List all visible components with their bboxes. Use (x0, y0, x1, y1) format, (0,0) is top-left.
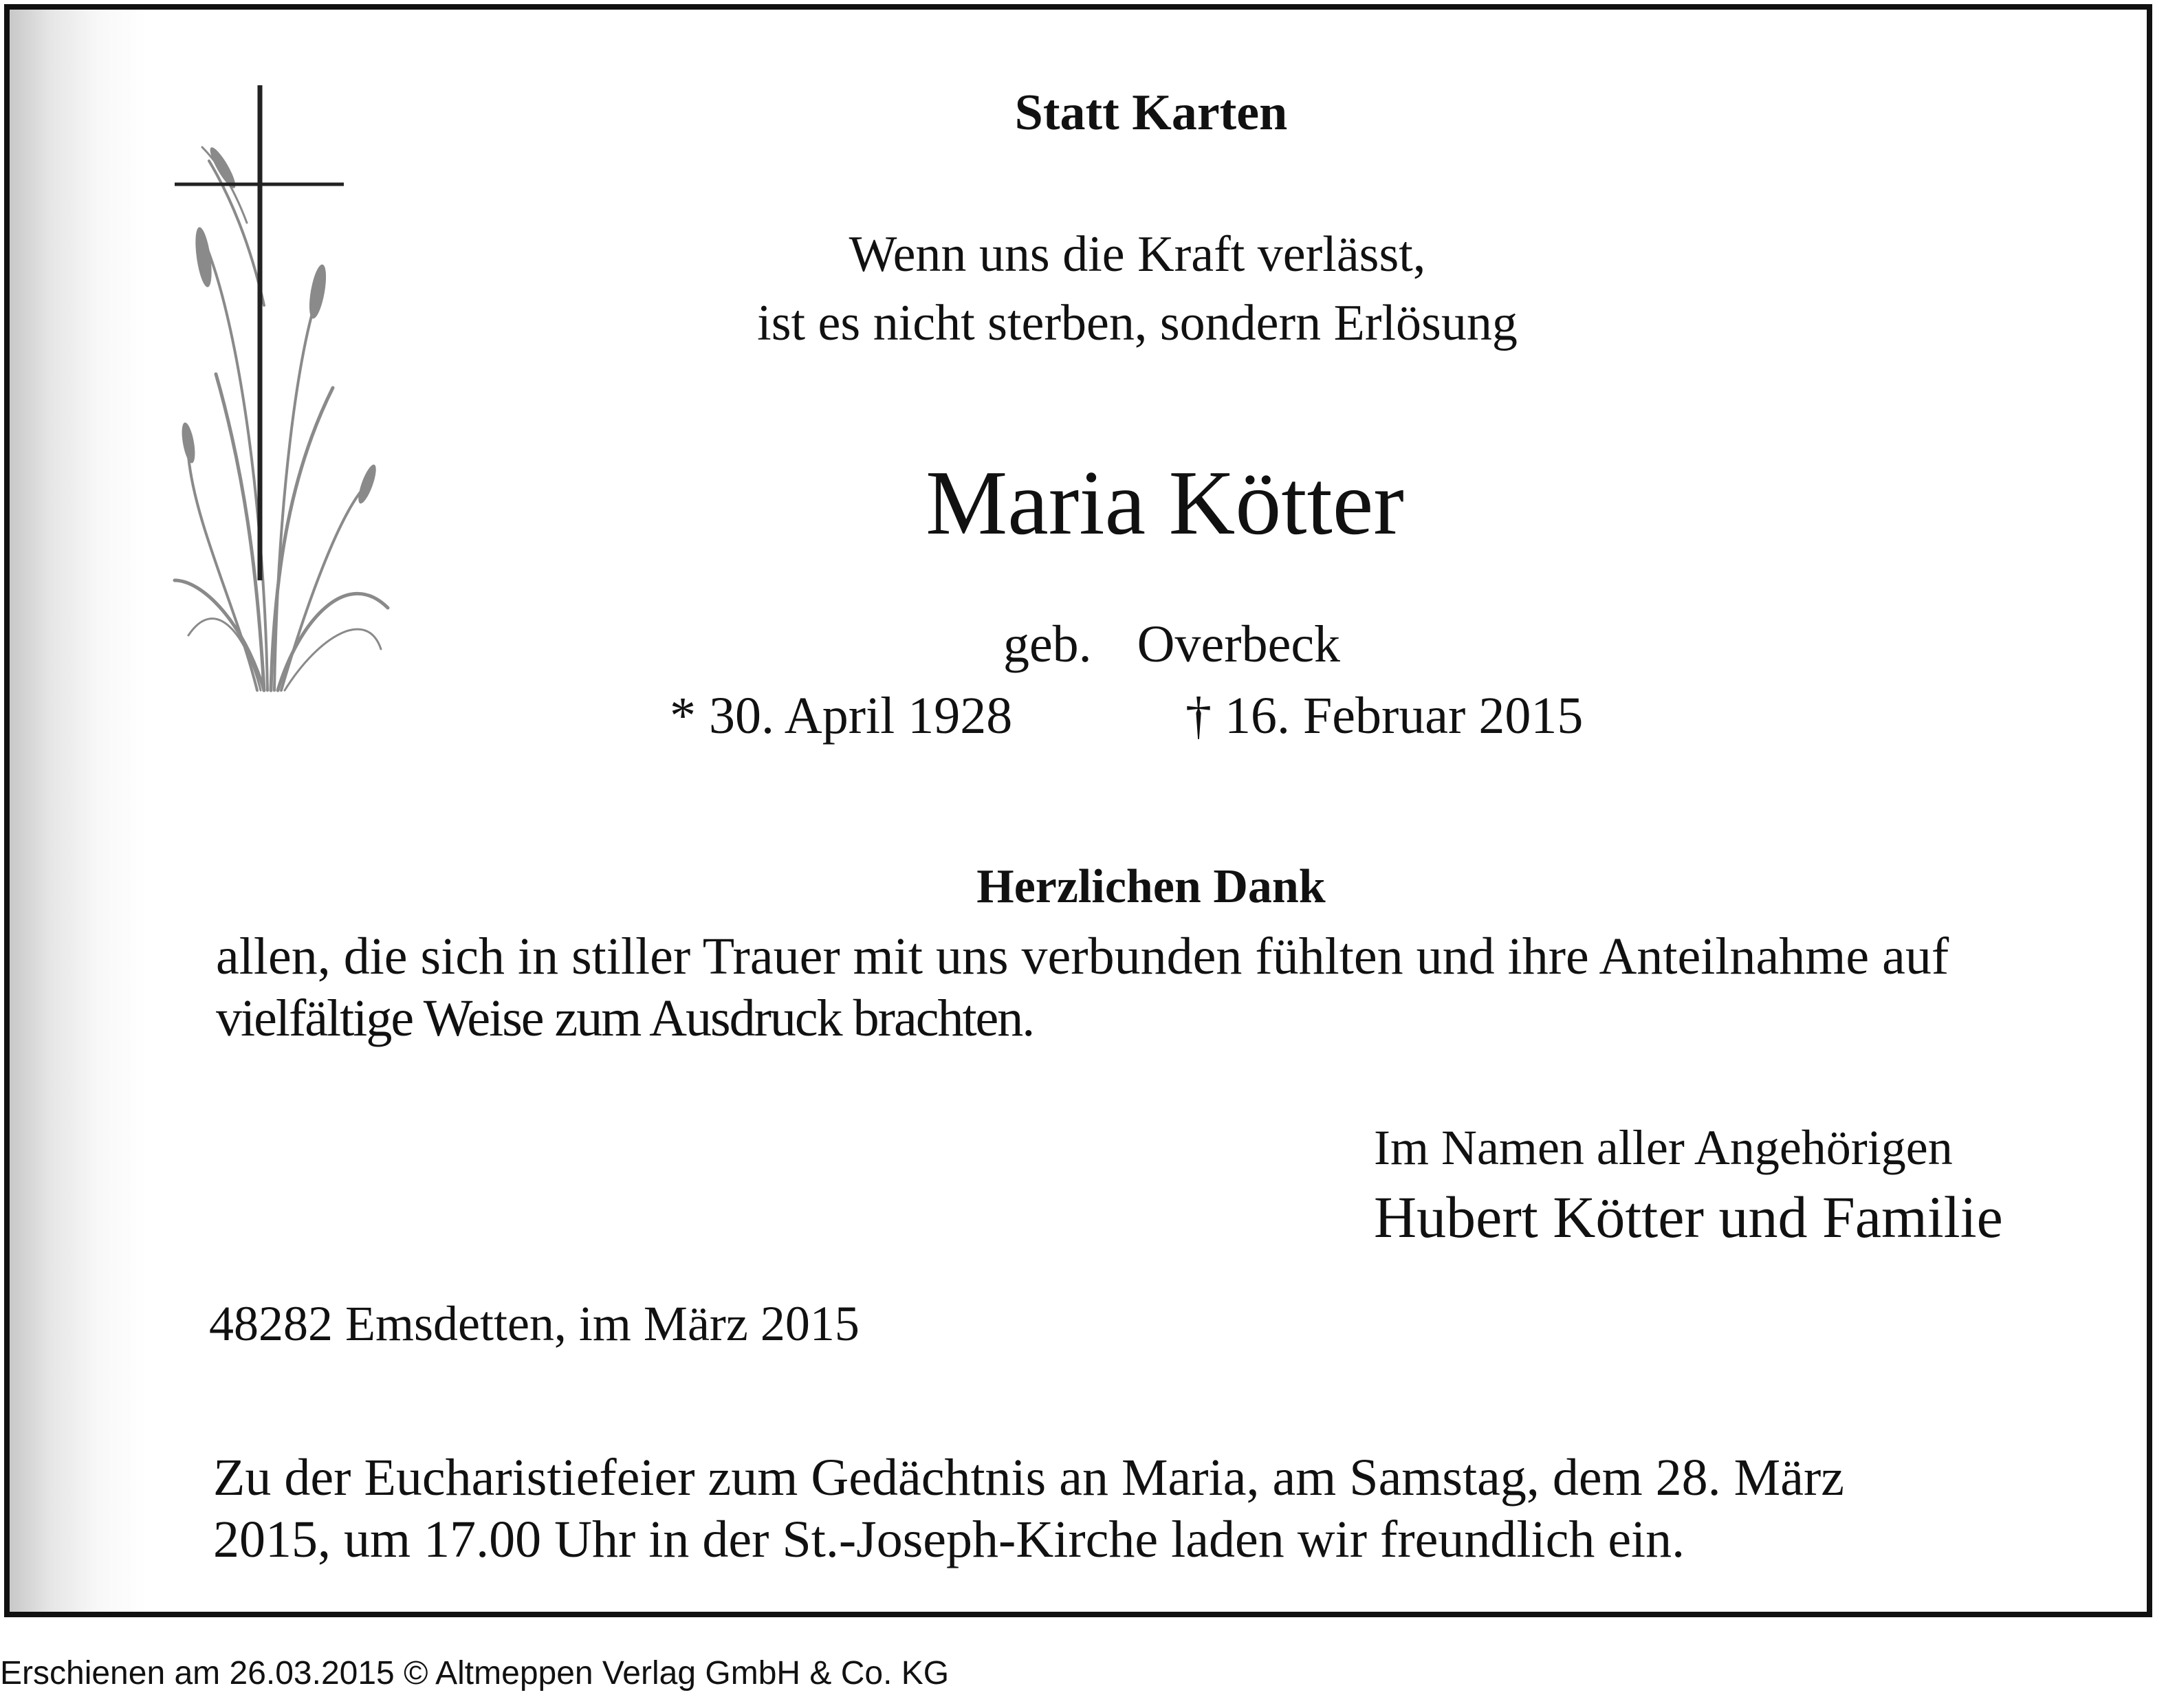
verse-line-2: ist es nicht sterben, sondern Erlösung (757, 295, 1518, 351)
deceased-name: Maria Kötter (926, 452, 1404, 554)
thanks-text-line-2: vielfältige Weise zum Ausdruck brachten. (216, 989, 1034, 1047)
verse-line-1: Wenn uns die Kraft verlässt, (849, 226, 1426, 283)
notice-header: Statt Karten (1014, 85, 1288, 141)
cross-with-grass-icon (161, 85, 395, 697)
place-date: 48282 Emsdetten, im März 2015 (209, 1296, 860, 1351)
birth-date: * 30. April 1928 (670, 687, 1013, 745)
thanks-title: Herzlichen Dank (976, 860, 1326, 913)
death-date: † 16. Februar 2015 (1185, 687, 1584, 745)
maiden-name: geb. Overbeck (1003, 615, 1341, 673)
service-text-line-1: Zu der Eucharistiefeier zum Gedächtnis an Maria, am Samstag, dem 28. März (213, 1449, 1845, 1507)
publication-footer: Erschienen am 26.03.2015 © Altmeppen Verlag GmbH & Co. KG (0, 1655, 950, 1691)
service-text-line-2: 2015, um 17.00 Uhr in der St.-Joseph-Kirche laden wir freundlich ein. (213, 1511, 1685, 1568)
signature-intro: Im Namen aller Angehörigen (1374, 1120, 1953, 1175)
signature-name: Hubert Kötter und Familie (1374, 1184, 2003, 1250)
obituary-notice (4, 4, 2152, 1617)
thanks-text-line-1: allen, die sich in stiller Trauer mit uns verbunden fühlten und ihre Anteilnahme auf (216, 928, 1949, 985)
